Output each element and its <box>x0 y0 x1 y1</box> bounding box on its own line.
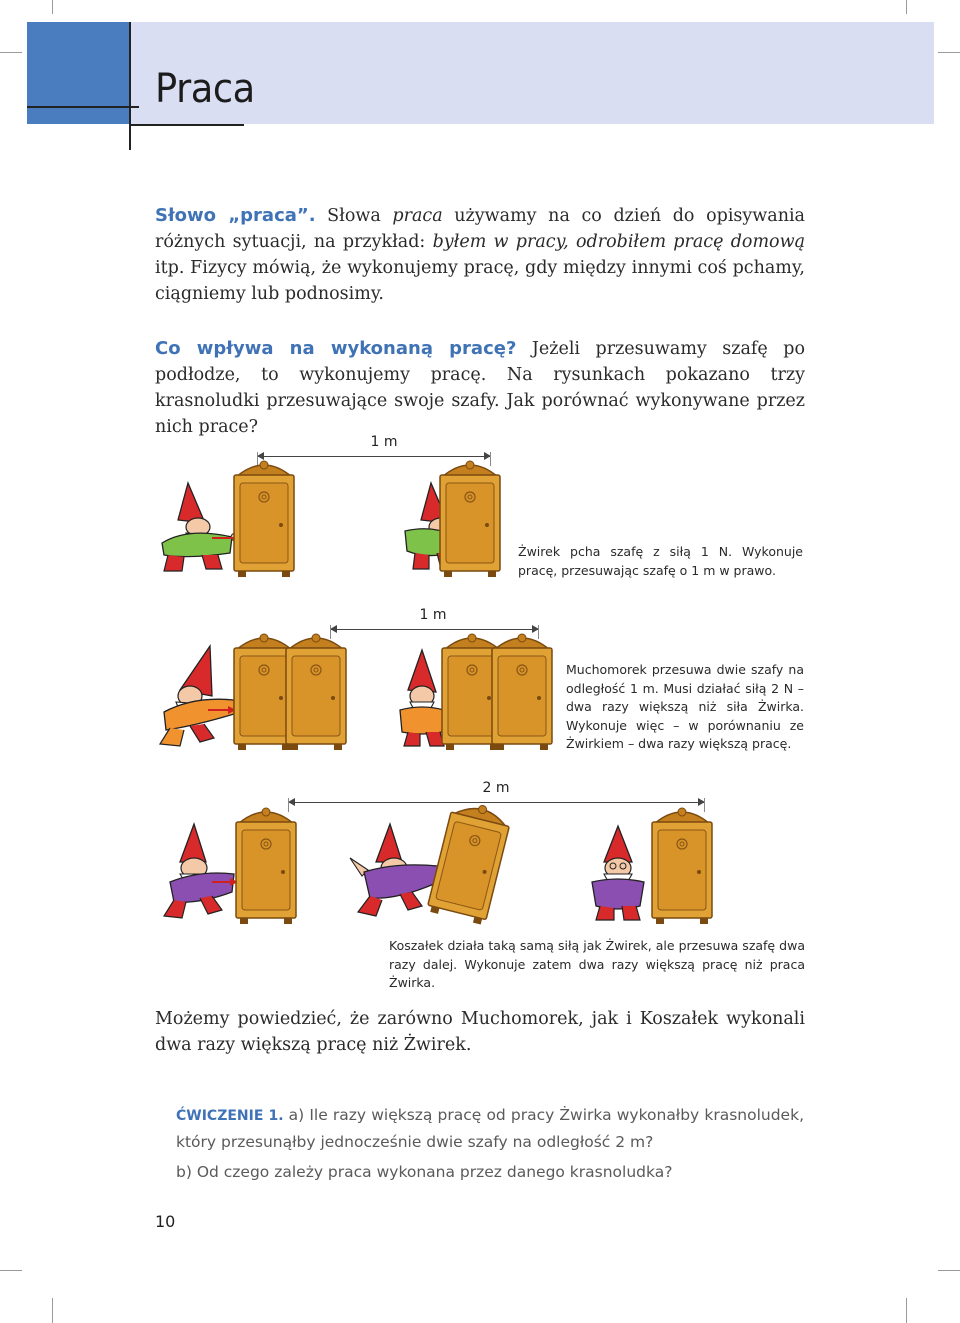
section-lead: Co wpływa na wykonaną pracę? <box>155 338 517 359</box>
header-rule-vertical <box>129 22 131 150</box>
exercise-a <box>176 1102 804 1155</box>
header-rule-bottom <box>130 124 244 126</box>
page-title: Praca <box>155 66 255 112</box>
figure-1-illustration <box>150 455 510 580</box>
crop-mark <box>0 52 22 53</box>
distance-label: 1 m <box>419 607 447 623</box>
wardrobe <box>440 461 500 577</box>
wardrobe <box>234 634 294 750</box>
crop-mark <box>938 1270 960 1271</box>
figure-3-caption: Koszałek działa taką samą siłą jak Żwirek, ale przesuwa szafę dwa razy dalej. Wykonuje zatem dwa razy większą pracę niż praca Żwirka. <box>389 938 805 990</box>
intro-text: używamy na co dzień do opisywania różnych sytuacji, na przykład: <box>155 206 805 252</box>
gnome-muchomorek <box>160 646 234 746</box>
gnome-koszalek <box>164 824 234 918</box>
wardrobe <box>234 461 294 577</box>
figure-1-caption: Żwirek pcha szafę z siłą 1 N. Wykonuje pracę, przesuwając szafę o 1 m w prawo. <box>518 544 803 578</box>
distance-label: 2 m <box>482 780 510 796</box>
intro-lead: Słowo „praca”. <box>155 205 316 226</box>
distance-label: 1 m <box>370 434 398 450</box>
header-square <box>27 22 130 124</box>
crop-mark <box>52 1298 53 1323</box>
gnome-zwirek <box>162 483 241 571</box>
crop-mark <box>906 0 907 14</box>
wardrobe <box>492 634 552 750</box>
section-paragraph <box>155 336 805 440</box>
figure-3-illustration <box>150 800 720 930</box>
page-number: 10 <box>155 1212 176 1231</box>
conclusion-paragraph: Możemy powiedzieć, że zarówno Muchomorek, jak i Koszałek wykonali dwa razy większą pracę niż Żwirek. <box>155 1009 805 1055</box>
intro-emphasis: praca <box>392 206 443 226</box>
crop-mark <box>906 1298 907 1323</box>
exercise-b: b) Od czego zależy praca wykonana przez danego krasnoludka? <box>176 1163 673 1181</box>
intro-emphasis: byłem w pracy, odrobiłem pracę domową <box>432 232 806 252</box>
section-text: Jeżeli przesuwamy szafę po podłodze, to wykonujemy pracę. Na rysunkach pokazano trzy krasnoludki przesuwające swoje szafy. Jak porównać wykonywane przez nich prace? <box>155 339 805 437</box>
crop-mark <box>52 0 53 14</box>
crop-mark <box>938 52 960 53</box>
wardrobe <box>236 808 296 924</box>
figure-2-illustration <box>150 630 550 755</box>
figure-2-caption: Muchomorek przesuwa dwie szafy na odległość 1 m. Musi działać siłą 2 N – dwa razy większą niż siła Żwirka. Wykonuje więc – w porównaniu ze Żwirkiem – dwa razy większą pracę. <box>566 662 804 751</box>
intro-paragraph <box>155 203 805 307</box>
intro-text: Słowa <box>315 206 393 226</box>
crop-mark <box>0 1270 22 1271</box>
header-rule-top <box>27 106 139 108</box>
exercise-a-text: a) Ile razy większą pracę od pracy Żwirka wykonałby krasnoludek, który przesunąłby jednocześnie dwie szafy na odległość 2 m? <box>176 1106 804 1151</box>
exercise-label: ĆWICZENIE 1. <box>176 1108 284 1124</box>
wardrobe <box>652 808 712 924</box>
intro-text: itp. Fizycy mówią, że wykonujemy pracę, gdy między innymi coś pchamy, ciągniemy lub podnosimy. <box>155 258 805 304</box>
wardrobe <box>426 798 512 925</box>
wardrobe <box>286 634 346 750</box>
